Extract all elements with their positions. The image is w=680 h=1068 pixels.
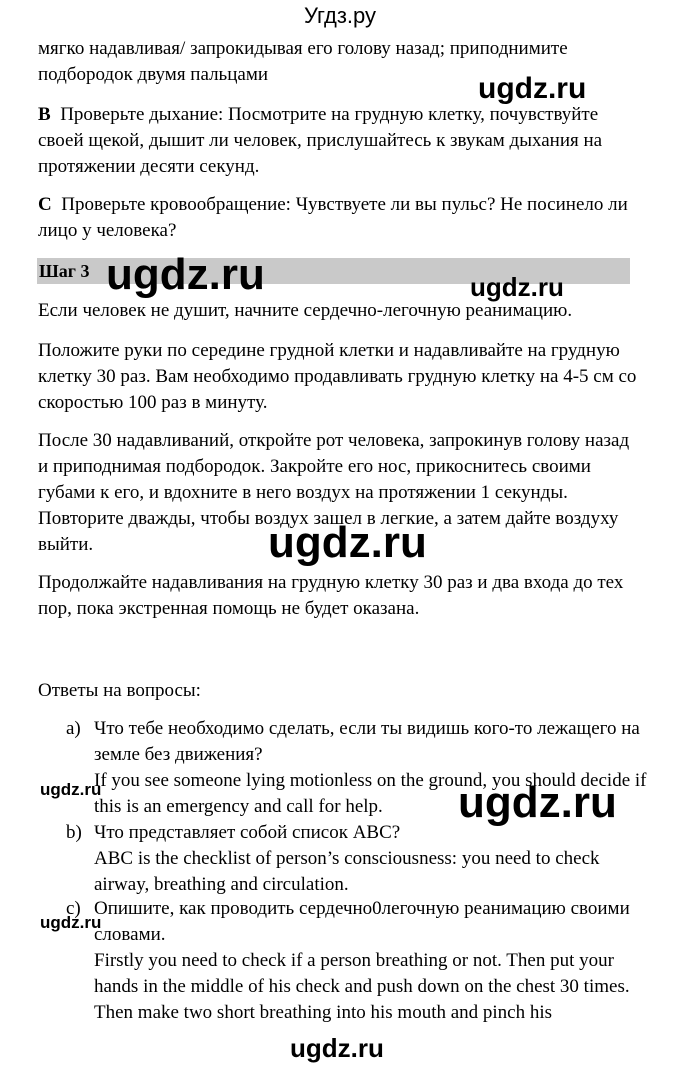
question-text: Что представляет собой список ABC? <box>94 822 401 843</box>
watermark: ugdz.ru <box>478 72 587 105</box>
answer-text: ABC is the checklist of person’s consciousness: you need to check airway, breathing and circulation. <box>94 848 600 895</box>
watermark: ugdz.ru <box>40 780 102 799</box>
watermark: ugdz.ru <box>470 272 564 302</box>
step3-paragraph-1: Если человек не душит, начните сердечно-легочную реанимацию. <box>38 300 573 321</box>
watermark: ugdz.ru <box>268 518 427 567</box>
question-text: Что тебе необходимо сделать, если ты видишь кого-то лежащего на земле без движения? <box>94 718 640 765</box>
section-b <box>38 102 638 180</box>
answer-marker: c) <box>66 898 81 919</box>
watermark: ugdz.ru <box>458 778 617 827</box>
watermark: ugdz.ru <box>106 250 265 299</box>
watermark: ugdz.ru <box>290 1033 384 1063</box>
answer-text: Firstly you need to check if a person breathing or not. Then put your hands in the middle of his check and push down on the chest 30 times. Then make two short breathing into his mouth and pinch his <box>94 950 630 1023</box>
answer-text: If you see someone lying motionless on the ground, you should decide if this is an emergency and call for help. <box>94 770 647 817</box>
intro-paragraph: мягко надавливая/ запрокидывая его голову назад; приподнимите подбородок двумя пальцами <box>38 38 568 85</box>
section-c-letter: C <box>38 194 52 215</box>
section-c-text: Проверьте кровообращение: Чувствуете ли вы пульс? Не посинело ли лицо у человека? <box>38 194 628 241</box>
step3-paragraph-3: После 30 надавливаний, откройте рот человека, запрокинув голову назад и приподнимая подбородок. Закройте его нос, прикоснитесь своими губами к его, и вдохните в него воздух на протяжении 1 секунды. Повторите дважды, чтобы воздух зашел в легкие, а затем дайте воздуху выйти. <box>38 430 630 555</box>
site-title: Угдз.ру <box>303 3 377 28</box>
section-c <box>38 192 638 244</box>
question-text: Опишите, как проводить сердечно0легочную реанимацию своими словами. <box>94 898 630 945</box>
step-3-header: Шаг 3 <box>37 258 630 284</box>
answer-marker: b) <box>66 822 82 843</box>
answers-heading: Ответы на вопросы: <box>38 680 201 701</box>
step3-paragraph-2: Положите руки по середине грудной клетки и надавливайте на грудную клетку 30 раз. Вам необходимо продавливать грудную клетку на 4-5 см со скоростью 100 раз в минуту. <box>38 340 637 413</box>
watermark: ugdz.ru <box>40 913 102 932</box>
answer-marker: a) <box>66 718 81 739</box>
section-b-letter: B <box>38 104 51 125</box>
section-b-text: Проверьте дыхание: Посмотрите на грудную клетку, почувствуйте своей щекой, дышит ли человек, прислушайтесь к звукам дыхания на протяжении десяти секунд. <box>38 104 603 177</box>
step3-paragraph-4: Продолжайте надавливания на грудную клетку 30 раз и два входа до тех пор, пока экстренная помощь не будет оказана. <box>38 572 624 619</box>
